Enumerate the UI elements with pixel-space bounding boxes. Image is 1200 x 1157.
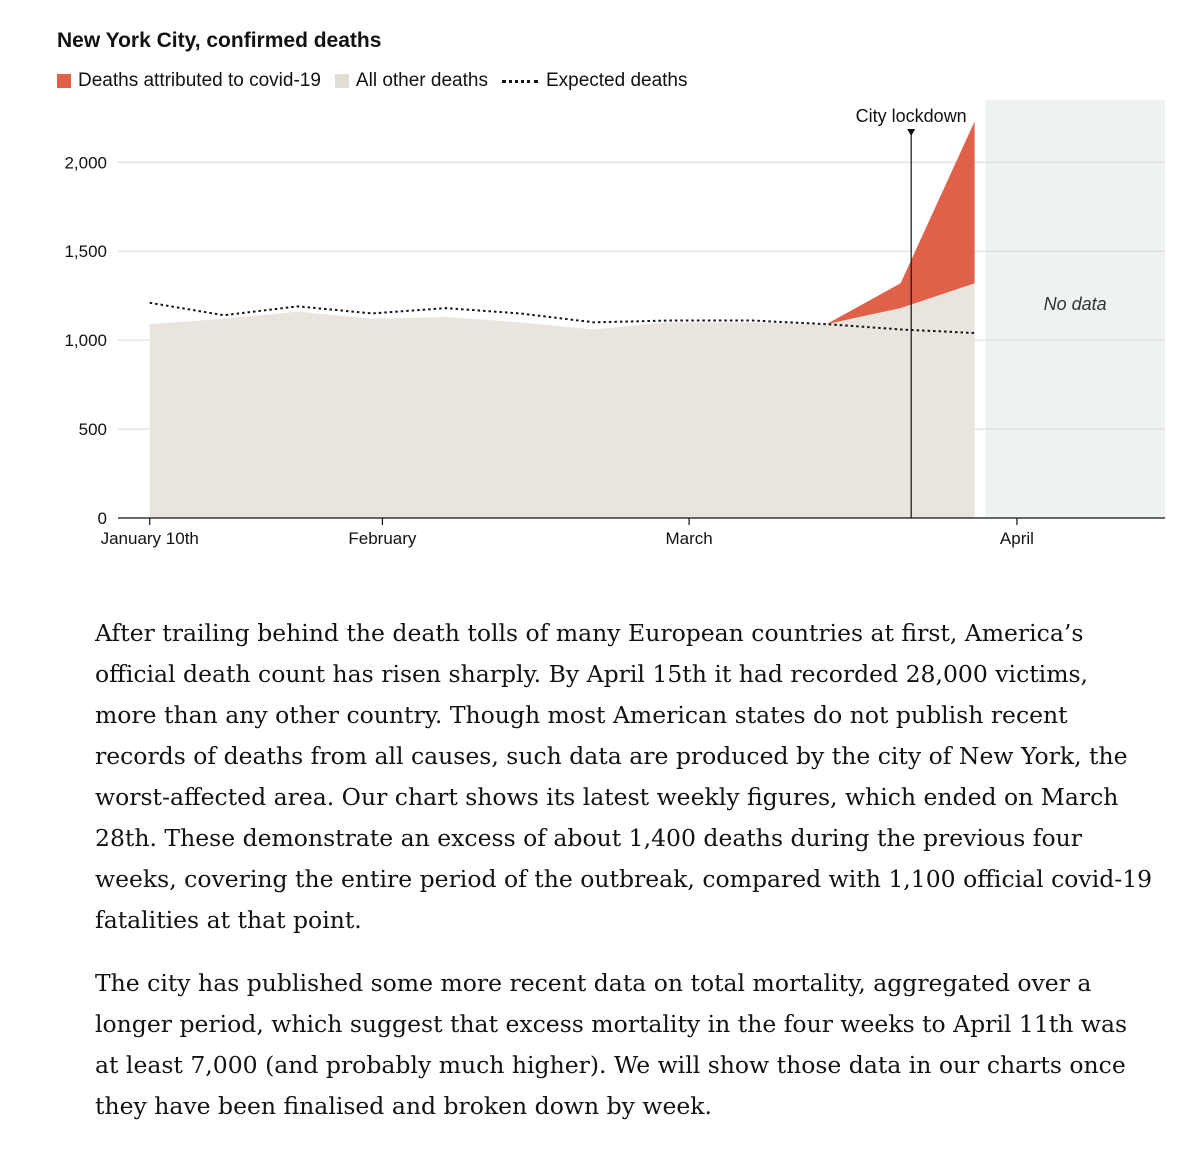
x-tick-label: January 10th — [100, 529, 199, 548]
y-tick-label: 1,500 — [64, 242, 107, 262]
y-tick-label: 0 — [97, 509, 107, 528]
article-paragraph: After trailing behind the death tolls of many European countries at first, America’s official death count has risen sharply. By April 15th it had recorded 28,000 victims, more than any other country. Though most American states do not publish recent records of deaths from all causes, such data are produced by the city of New York, the worst-affected area. Our chart shows its latest weekly figures, which ended on March 28th. These demonstrate an excess of about 1,400 deaths during the previous four weeks, covering the entire period of the outbreak, compared with 1,100 official covid-19 fatalities at that point. — [95, 619, 1153, 934]
y-tick-label: 1,000 — [64, 331, 107, 351]
lockdown-label: City lockdown — [855, 106, 967, 126]
chart-legend — [57, 68, 702, 94]
legend-label-covid: Deaths attributed to covid-19 — [78, 70, 321, 91]
chart-plot — [0, 95, 1200, 560]
article-body — [95, 613, 1155, 1149]
x-tick-label: April — [999, 529, 1034, 548]
x-tick-label: February — [348, 529, 417, 548]
legend-swatch-other — [335, 74, 349, 88]
lockdown-arrow-icon — [907, 129, 915, 136]
chart-title: New York City, confirmed deaths — [57, 29, 382, 52]
area-covid-deaths — [150, 121, 975, 329]
y-tick-label: 2,000 — [64, 153, 107, 173]
legend-label-other: All other deaths — [355, 70, 488, 91]
legend-item-other — [335, 70, 488, 92]
legend-item-covid — [57, 70, 321, 92]
y-tick-label: 500 — [78, 420, 107, 440]
legend-swatch-covid — [57, 74, 71, 88]
x-tick-label: March — [665, 529, 713, 548]
legend-swatch-expected — [502, 80, 538, 83]
article-paragraph: The city has published some more recent data on total mortality, aggregated over a longer period, which suggest that excess mortality in the four weeks to April 11th was at least 7,000 (and probably much higher). We will show those data in our charts once they have been finalised and broken down by week. — [95, 969, 1128, 1120]
legend-item-expected — [502, 70, 688, 92]
no-data-label: No data — [1043, 294, 1107, 314]
legend-label-expected: Expected deaths — [545, 70, 688, 91]
